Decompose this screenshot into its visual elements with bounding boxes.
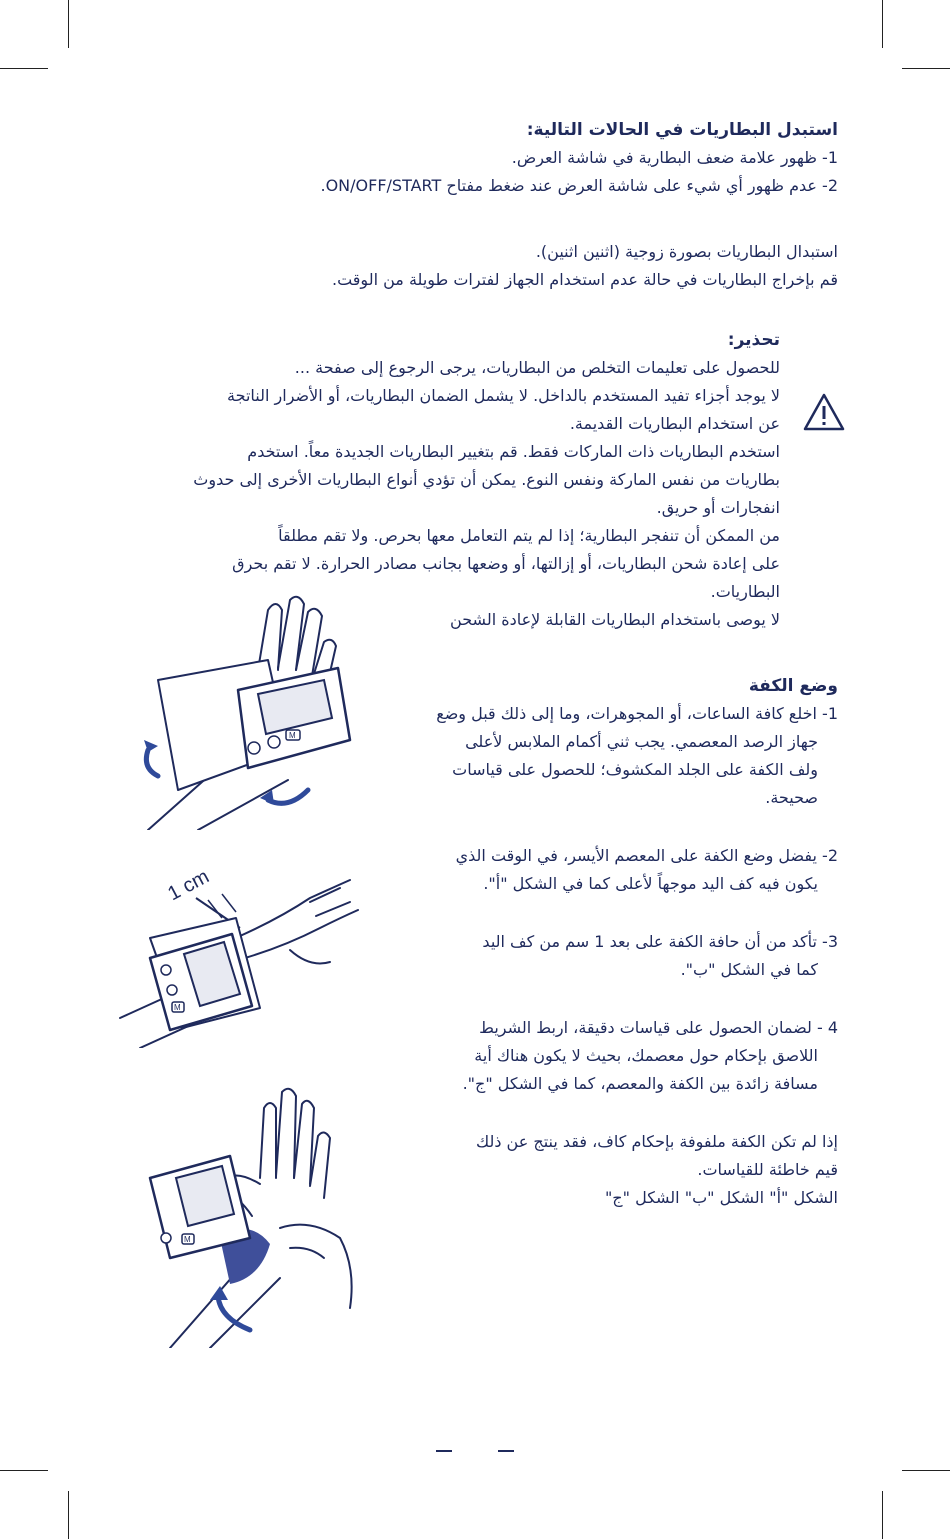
warning-heading: تحذير: [727, 330, 780, 350]
battery-replace-heading: استبدل البطاريات في الحالات التالية: [526, 120, 838, 140]
warning-text: عن استخدام البطاريات القديمة. [569, 414, 780, 433]
battery-replace-item-2: 2- عدم ظهور أي شيء على شاشة العرض عند ضغط مفتاح ON/OFF/START. [320, 176, 838, 195]
warning-section [100, 326, 780, 634]
figure-c-illustration [110, 1068, 360, 1348]
battery-replace-section [98, 116, 838, 200]
warning-text: البطاريات. [710, 582, 780, 601]
page-footer-mark [436, 1450, 452, 1452]
warning-text: بطاريات من نفس الماركة ونفس النوع. يمكن أن تؤدي أنواع البطاريات الأخرى إلى حدوث [193, 470, 780, 489]
cuff-section [358, 672, 838, 812]
battery-pairs-line-2: قم بإخراج البطاريات في حالة عدم استخدام الجهاز لفترات طويلة من الوقت. [331, 270, 838, 289]
monitor-device-icon [150, 1156, 250, 1258]
cuff-step-4: مسافة زائدة بين الكفة والمعصم، كما في الشكل "ج". [462, 1074, 818, 1093]
figure-b-button-label: M [174, 1003, 181, 1012]
cuff-step-2: 2- يفضل وضع الكفة على المعصم الأيسر، في الوقت الذي [455, 846, 838, 865]
cuff-step-1: 1- اخلع كافة الساعات، أو المجوهرات، وما إلى ذلك قبل وضع [436, 704, 838, 723]
warning-text: لا يوجد أجزاء تفيد المستخدم بالداخل. لا يشمل الضمان البطاريات، أو الأضرار الناتجة [227, 386, 780, 405]
warning-text: استخدم البطاريات ذات الماركات فقط. قم بتغيير البطاريات الجديدة معاً. استخدم [247, 442, 780, 461]
cuff-heading: وضع الكفة [748, 676, 838, 696]
warning-triangle-icon [802, 392, 846, 432]
cuff-step-2: يكون فيه كف اليد موجهاً لأعلى كما في الشكل "أ". [483, 874, 818, 893]
cuff-step-3: 3- تأكد من أن حافة الكفة على بعد 1 سم من كف اليد [482, 932, 838, 951]
cuff-note: إذا لم تكن الكفة ملفوفة بإحكام كاف، فقد ينتج عن ذلك [475, 1132, 838, 1151]
cuff-step-3-block [358, 928, 838, 984]
cuff-step-2-block [358, 842, 838, 898]
cuff-step-1: جهاز الرصد المعصمي. يجب ثني أكمام الملابس لأعلى [465, 732, 818, 751]
cuff-step-4-block [358, 1014, 838, 1098]
figure-b-illustration [110, 858, 360, 1048]
cuff-step-1: ولف الكفة على الجلد المكشوف؛ للحصول على قياسات [452, 760, 818, 779]
battery-replace-item-1: 1- ظهور علامة ضعف البطارية في شاشة العرض. [511, 148, 838, 167]
figure-a-button-label: M [289, 731, 296, 740]
figure-b-measure-label: 1 cm [164, 865, 213, 906]
warning-text: من الممكن أن تنفجر البطارية؛ إذا لم يتم التعامل معها بحرص. ولا تقم مطلقاً [278, 526, 780, 545]
figure-c-button-label: M [184, 1235, 191, 1244]
cuff-note-block [358, 1128, 838, 1212]
battery-pairs-section [98, 238, 838, 294]
figure-a-illustration [118, 590, 358, 830]
warning-text: انفجارات أو حريق. [656, 498, 780, 517]
warning-text: على إعادة شحن البطاريات، أو إزالتها، أو وضعها بجانب مصادر الحرارة. لا تقم بحرق [232, 554, 780, 573]
battery-pairs-line-1: استبدال البطاريات بصورة زوجية (اثنين اثنين). [535, 242, 838, 261]
cuff-step-4: 4 - لضمان الحصول على قياسات دقيقة، اربط الشريط [479, 1018, 838, 1037]
cuff-step-4: اللاصق بإحكام حول معصمك، بحيث لا يكون هناك أية [474, 1046, 818, 1065]
warning-text: لا يوصى باستخدام البطاريات القابلة لإعادة الشحن [450, 610, 780, 629]
warning-text: للحصول على تعليمات التخلص من البطاريات، يرجى الرجوع إلى صفحة ... [294, 358, 780, 377]
cuff-note: الشكل "أ" الشكل "ب" الشكل "ج" [604, 1188, 838, 1207]
page-footer-mark [498, 1450, 514, 1452]
cuff-step-3: كما في الشكل "ب". [680, 960, 818, 979]
cuff-note: قيم خاطئة للقياسات. [697, 1160, 838, 1179]
cuff-step-1: صحيحة. [765, 788, 818, 807]
